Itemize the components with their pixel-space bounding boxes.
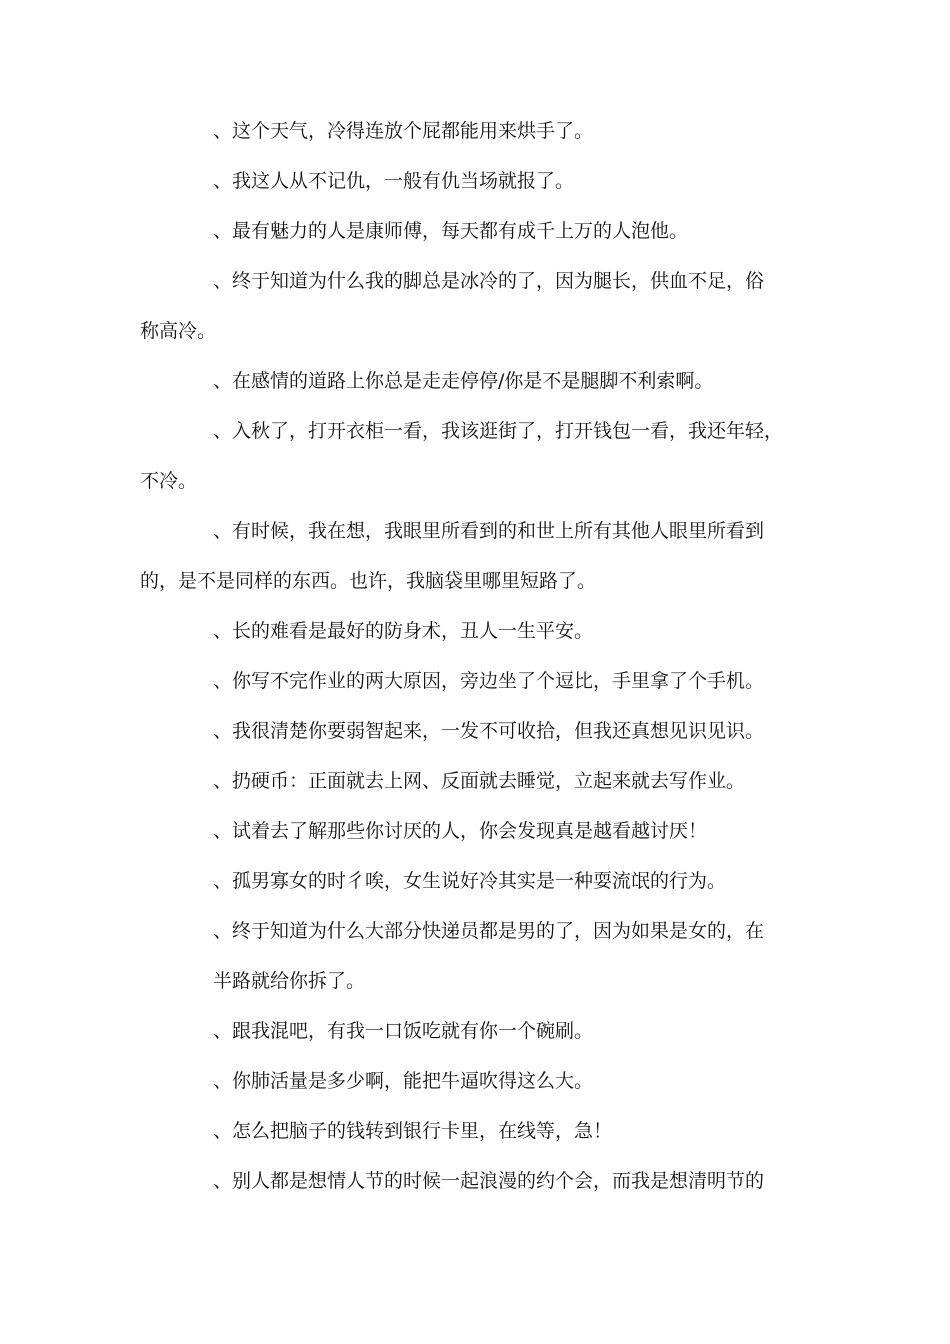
text-line-homework: 、你写不完作业的两大原因，旁边坐了个逗比，手里拿了个手机。 (213, 670, 765, 692)
text-line-cold-feet-cont: 称高冷。 (140, 320, 217, 342)
text-line-retarded: 、我很清楚你要弱智起来，一发不可收拾，但我还真想见识见识。 (213, 720, 765, 742)
text-line-brain-money: 、怎么把脑子的钱转到银行卡里，在线等，急！ (213, 1120, 613, 1142)
text-line-cold-feet: 、终于知道为什么我的脚总是冰冷的了，因为腿长，供血不足，俗 (213, 270, 765, 292)
text-line-courier: 、终于知道为什么大部分快递员都是男的了，因为如果是女的，在 (213, 920, 765, 942)
text-line-lonely: 、孤男寡女的时彳唉，女生说好冷其实是一种耍流氓的行为。 (213, 870, 727, 892)
text-line-grudge: 、我这人从不记仇，一般有仇当场就报了。 (213, 170, 575, 192)
text-line-courier-cont: 半路就给你拆了。 (213, 970, 366, 992)
text-line-coin: 、扔硬币：正面就去上网、反面就去睡觉，立起来就去写作业。 (213, 770, 746, 792)
text-line-autumn-cont: 不冷。 (140, 470, 198, 492)
text-line-lung-capacity: 、你肺活量是多少啊，能把牛逼吹得这么大。 (213, 1070, 594, 1092)
text-line-master-kong: 、最有魅力的人是康师傅，每天都有成千上万的人泡他。 (213, 220, 689, 242)
text-line-autumn: 、入秋了，打开衣柜一看，我该逛街了，打开钱包一看，我还年轻， (213, 420, 784, 442)
text-line-weather: 、这个天气，冷得连放个屁都能用来烘手了。 (213, 120, 594, 142)
text-line-dislike: 、试着去了解那些你讨厌的人，你会发现真是越看越讨厌！ (213, 820, 708, 842)
text-line-ugly: 、长的难看是最好的防身术，丑人一生平安。 (213, 620, 594, 642)
text-line-thinking: 、有时候，我在想，我眼里所看到的和世上所有其他人眼里所看到 (213, 520, 765, 542)
text-line-follow-me: 、跟我混吧，有我一口饭吃就有你一个碗刷。 (213, 1020, 594, 1042)
text-line-valentine: 、别人都是想情人节的时候一起浪漫的约个会，而我是想清明节的 (213, 1170, 765, 1192)
text-line-thinking-cont: 的，是不是同样的东西。也许，我脑袋里哪里短路了。 (140, 570, 597, 592)
text-line-relationship: 、在感情的道路上你总是走走停停/你是不是腿脚不利索啊。 (213, 370, 714, 392)
